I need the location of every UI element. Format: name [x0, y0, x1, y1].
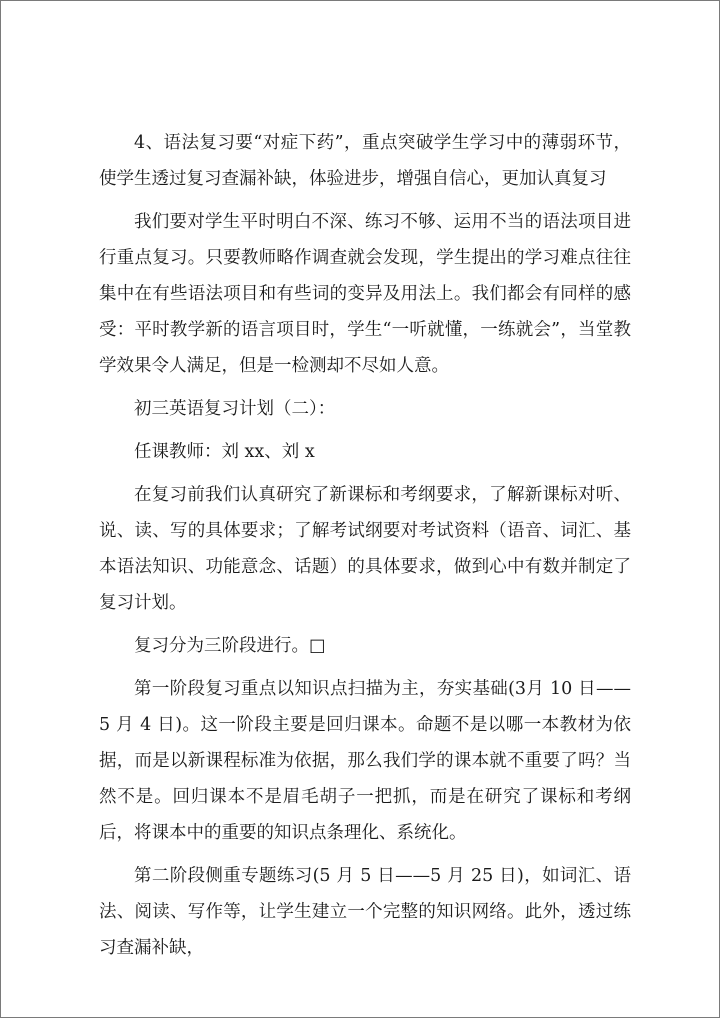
paragraph-grammar-review-point-4: 4、语法复习要“对症下药”，重点突破学生学习中的薄弱环节，使学生透过复习查漏补缺，体验进步，增强自信心，更加认真复习: [99, 133, 631, 189]
section-heading-plan-two: 初三英语复习计划（二）：: [134, 399, 336, 419]
paragraph-curriculum-study: 在复习前我们认真研究了新课标和考纲要求，了解新课标对听、说、读、写的具体要求；了解考试纲要对考试资料（语音、词汇、基本语法知识、功能意念、话题）的具体要求，做到心中有数并制定了复习计划。: [99, 485, 631, 613]
paragraph-stage-two: 第二阶段侧重专题练习(5 月 5 日——5 月 25 日)，如词汇、语法、阅读、写作等，让学生建立一个完整的知识网络。此外，透过练习查漏补缺，: [99, 866, 631, 958]
document-body: [99, 125, 631, 966]
paragraph-grammar-weak-points: 我们要对学生平时明白不深、练习不够、运用不当的语法项目进行重点复习。只要教师略作调查就会发现，学生提出的学习难点往往集中在有些语法项目和有些词的变异及用法上。我们都会有同样的感受：平时教学新的语言项目时，学生“一听就懂，一练就会”，当堂教学效果令人满足，但是一检测却不尽如人意。: [99, 212, 631, 376]
paragraph-teachers: 任课教师：刘 xx、刘 x: [134, 442, 315, 462]
paragraph-stage-one: 第一阶段复习重点以知识点扫描为主，夯实基础(3月 10 日——5 月 4 日)。这一阶段主要是回归课本。命题不是以哪一本教材为依据，而是以新课程标准为依据，那么我们学的课本就不重要了吗？当然不是。回归课本不是眉毛胡子一把抓，而是在研究了课标和考纲后，将课本中的重要的知识点条理化、系统化。: [99, 679, 631, 843]
paragraph-three-stages: 复习分为三阶段进行。□: [134, 636, 326, 656]
